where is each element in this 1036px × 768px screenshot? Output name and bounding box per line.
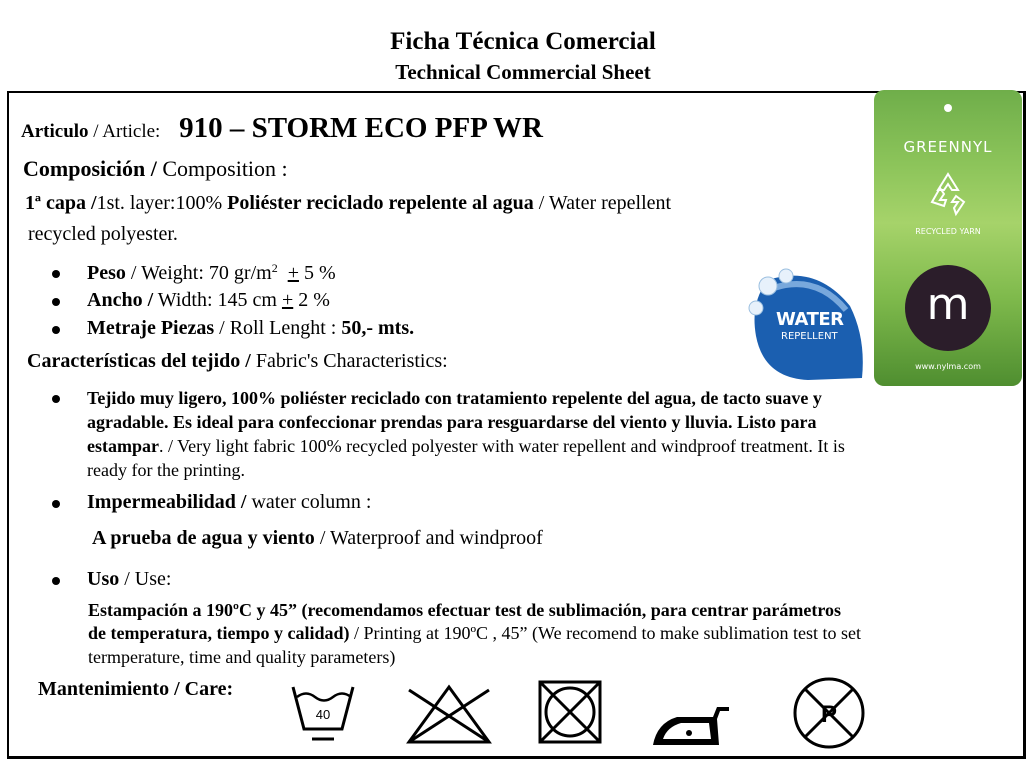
- bullet-use: [52, 577, 60, 585]
- care-label-en: / Care:: [169, 678, 234, 700]
- characteristics-line-1: Tejido muy ligero, 100% poliéster reciclado con tratamiento repelente del agua, de tacto suave y: [87, 388, 822, 408]
- characteristics-line-4: ready for the printing.: [87, 460, 245, 480]
- greennyl-recycled: RECYCLED YARN: [915, 227, 981, 236]
- water-repellent-line2: REPELLENT: [781, 331, 838, 342]
- roll-label-es: Metraje Piezas: [87, 317, 215, 339]
- tag-hole: [944, 104, 952, 112]
- width-label-es: Ancho /: [87, 289, 154, 311]
- no-dryclean-p-icon: [792, 676, 866, 750]
- recycle-icon: [924, 170, 972, 218]
- page-subtitle: Technical Commercial Sheet: [395, 60, 651, 84]
- layer-en-1: / Water repellent: [533, 192, 672, 214]
- weight-tolerance: +: [287, 262, 299, 284]
- bullet-width: [52, 298, 60, 306]
- layer-pct: 100%: [175, 192, 228, 214]
- characteristics-label-en: Fabric's Characteristics:: [250, 350, 448, 372]
- greennyl-brand: GREENNYL: [903, 138, 993, 156]
- use-en-2: / Printing at 190ºC , 45” (We recomend to make sublimation test to set: [349, 623, 862, 643]
- use-heading: [87, 568, 171, 591]
- roll-label-en: / Roll Lenght :: [214, 317, 342, 339]
- characteristics-heading: [27, 350, 448, 373]
- waterproof-value-en: / Waterproof and windproof: [314, 527, 543, 549]
- layer-line: [25, 192, 671, 215]
- waterproof-heading: [87, 491, 371, 514]
- weight-label-es: Peso: [87, 262, 126, 284]
- use-line-2: [88, 623, 861, 644]
- bullet-weight: [52, 270, 60, 278]
- iron-low-icon: [651, 703, 731, 747]
- bullet-roll: [52, 326, 60, 334]
- use-label-es: Uso: [87, 568, 120, 590]
- use-es-2: de temperatura, tiempo y calidad): [88, 623, 350, 643]
- article-value: 910 – STORM ECO PFP WR: [179, 112, 543, 144]
- article-label-en: Article:: [102, 121, 161, 142]
- article-sep: /: [88, 121, 103, 142]
- composition-label-es: Composición /: [23, 156, 157, 181]
- wash-temp-label: 40: [315, 707, 331, 722]
- spec-roll: [87, 317, 414, 340]
- nylma-logo-circle: [905, 265, 991, 351]
- characteristics-line-3: [87, 436, 845, 457]
- waterproof-label-en: water column :: [246, 491, 372, 513]
- layer-label-es: 1ª capa /: [25, 192, 97, 214]
- greennyl-tag: [874, 90, 1022, 386]
- care-label-es: Mantenimiento: [38, 678, 170, 700]
- article-label-es: Articulo: [21, 121, 89, 142]
- care-heading: [38, 678, 233, 701]
- page-title: Ficha Técnica Comercial: [390, 28, 656, 55]
- waterproof-value: [92, 527, 543, 550]
- width-tolerance: +: [281, 289, 294, 311]
- characteristics-line-2: agradable. Es ideal para confeccionar prendas para resguardarse del viento y lluvia. Listo para: [87, 412, 817, 432]
- bullet-characteristics: [52, 395, 60, 403]
- no-tumble-dry-icon: [537, 679, 603, 745]
- dryclean-letter: P: [820, 701, 838, 728]
- composition-label-en: Composition :: [156, 156, 288, 181]
- waterproof-value-es: A prueba de agua y viento: [92, 527, 315, 549]
- no-bleach-icon: [403, 684, 495, 746]
- spec-weight: [87, 261, 336, 285]
- characteristics-es-3: estampar: [87, 436, 159, 456]
- layer-es: Poliéster reciclado repelente al agua: [227, 192, 534, 214]
- weight-sup: 2: [271, 261, 278, 275]
- article-row: [21, 112, 543, 145]
- bullet-waterproof: [52, 500, 60, 508]
- use-label-en: / Use:: [119, 568, 172, 590]
- width-rest: 2 %: [293, 289, 330, 311]
- characteristics-en-3: . / Very light fabric 100% recycled polyester with water repellent and windproof treatment. It is: [158, 436, 845, 456]
- layer-line-2: recycled polyester.: [28, 223, 178, 245]
- weight-rest: 5 %: [298, 262, 336, 284]
- use-line-3: termperature, time and quality parameters): [88, 647, 396, 667]
- composition-heading: [23, 156, 288, 182]
- greennyl-url: www.nylma.com: [915, 362, 981, 371]
- spec-width: [87, 289, 330, 312]
- water-repellent-line1: WATER: [776, 309, 844, 330]
- use-line-1: Estampación a 190ºC y 45” (recomendamos efectuar test de sublimación, para centrar parámetros: [88, 600, 842, 620]
- wash-40-icon: [290, 683, 356, 745]
- width-label-en: Width: 145 cm: [153, 289, 282, 311]
- waterproof-label-es: Impermeabilidad /: [87, 491, 247, 513]
- nylma-logo: m: [926, 279, 970, 330]
- layer-label-en: 1st. layer:: [96, 192, 176, 214]
- weight-label-en: / Weight: 70 gr/m: [125, 262, 272, 284]
- roll-value: 50,- mts.: [341, 317, 415, 339]
- characteristics-label-es: Características del tejido /: [27, 350, 251, 372]
